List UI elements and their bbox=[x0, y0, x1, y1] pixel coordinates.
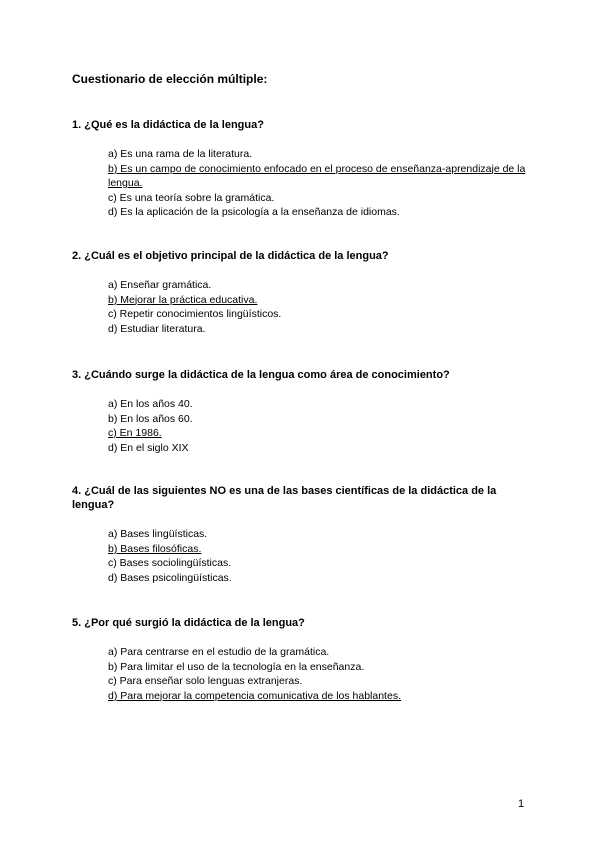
answer-option-c-correct: c) En 1986. bbox=[108, 427, 162, 439]
answer-list bbox=[108, 645, 528, 703]
question-text: 1. ¿Qué es la didáctica de la lengua? bbox=[72, 119, 264, 131]
page-title: Cuestionario de elección múltiple: bbox=[72, 72, 268, 86]
answer-option-d: d) Es la aplicación de la psicología a la enseñanza de idiomas. bbox=[108, 206, 400, 218]
answer-option-b-correct: b) Es un campo de conocimiento enfocado en el proceso de enseñanza-aprendizaje de la lengua. bbox=[108, 162, 526, 189]
answer-option-b-correct: b) Bases filosóficas. bbox=[108, 542, 202, 555]
answer-option-c: c) Para enseñar solo lenguas extranjeras. bbox=[108, 675, 303, 687]
answer-option-c: c) Es una teoría sobre la gramática. bbox=[108, 191, 275, 204]
answer-option-b: b) Para limitar el uso de la tecnología en la enseñanza. bbox=[108, 660, 365, 673]
answer-option-d: d) Estudiar literatura. bbox=[108, 322, 206, 335]
answer-option-a: a) Enseñar gramática. bbox=[108, 279, 212, 291]
answer-option-c: c) Bases sociolingüísticas. bbox=[108, 557, 232, 569]
question-2 bbox=[72, 249, 532, 336]
answer-option-d-correct: d) Para mejorar la competencia comunicativa de los hablantes. bbox=[108, 689, 401, 702]
question-4 bbox=[72, 484, 532, 585]
question-text: 4. ¿Cuál de las siguientes NO es una de las bases científicas de la didáctica de la lengua? bbox=[72, 485, 497, 511]
answer-option-a: a) Es una rama de la literatura. bbox=[108, 148, 253, 160]
answer-option-b-correct: b) Mejorar la práctica educativa. bbox=[108, 293, 258, 306]
answer-option-c: c) Repetir conocimientos lingüísticos. bbox=[108, 308, 282, 320]
question-text: 2. ¿Cuál es el objetivo principal de la didáctica de la lengua? bbox=[72, 250, 389, 262]
question-text: 5. ¿Por qué surgió la didáctica de la lengua? bbox=[72, 617, 305, 629]
question-5 bbox=[72, 616, 532, 703]
answer-option-a: a) Para centrarse en el estudio de la gramática. bbox=[108, 646, 330, 658]
question-3 bbox=[72, 368, 532, 455]
answer-option-a: a) En los años 40. bbox=[108, 398, 193, 410]
answer-option-a: a) Bases lingüísticas. bbox=[108, 528, 208, 540]
page-number: 1 bbox=[518, 798, 525, 810]
answer-list bbox=[108, 278, 528, 336]
answer-list bbox=[108, 147, 528, 220]
answer-list bbox=[108, 527, 528, 585]
question-1 bbox=[72, 118, 532, 220]
answer-option-b: b) En los años 60. bbox=[108, 412, 193, 425]
answer-list bbox=[108, 397, 528, 455]
answer-option-d: d) Bases psicolingüísticas. bbox=[108, 571, 232, 584]
question-text: 3. ¿Cuándo surge la didáctica de la lengua como área de conocimiento? bbox=[72, 369, 450, 381]
answer-option-d: d) En el siglo XIX bbox=[108, 441, 189, 454]
